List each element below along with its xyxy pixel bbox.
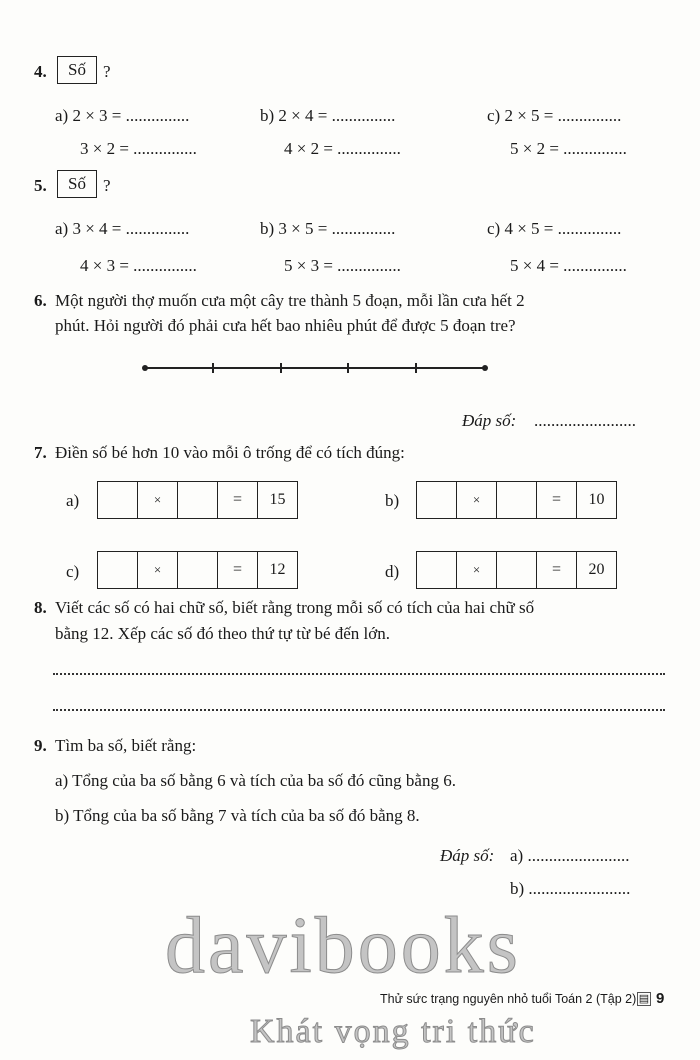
q8-text-line2: bằng 12. Xếp các số đó theo thứ tự từ bé đến lớn.: [55, 624, 391, 643]
endpoint-dot: [482, 365, 488, 371]
footer-book-title: Thử sức trạng nguyên nhỏ tuổi Toán 2 (Tập 2): [380, 992, 637, 1006]
q4-item: 4 × 2 = ...............: [284, 139, 401, 158]
cut-tick: [212, 363, 214, 373]
watermark-brand: davibooks: [165, 902, 521, 990]
q4-item: c) 2 × 5 = ...............: [487, 106, 622, 125]
q5-item: a) 3 × 4 = ...............: [55, 219, 190, 238]
equals-sign: =: [537, 482, 577, 518]
times-sign: ×: [138, 552, 178, 588]
blank-cell[interactable]: [497, 482, 537, 518]
q9-answer-label: Đáp số:: [440, 846, 495, 865]
q7-label-a: a): [66, 491, 80, 510]
page-number: 9: [656, 990, 665, 1007]
q4-question-mark: ?: [103, 62, 111, 81]
q7-equation-grid-b: [416, 481, 617, 519]
q5-item: c) 4 × 5 = ...............: [487, 219, 622, 238]
times-sign: ×: [457, 552, 497, 588]
q7-label-d: d): [385, 562, 400, 581]
watermark-slogan: Khát vọng tri thức: [250, 1013, 536, 1050]
q5-item: b) 3 × 5 = ...............: [260, 219, 396, 238]
book-icon: ▤: [638, 993, 650, 1005]
answer-line[interactable]: [53, 709, 665, 711]
q6-answer-label: Đáp số:: [462, 411, 517, 430]
q9-answer-b[interactable]: b) ........................: [510, 879, 631, 898]
q5-item: 5 × 3 = ...............: [284, 256, 401, 275]
q9-part-b: b) Tổng của ba số bằng 7 và tích của ba số đó bằng 8.: [55, 806, 420, 825]
equals-sign: =: [218, 552, 258, 588]
result-cell: 15: [269, 491, 286, 508]
bamboo-line: [145, 367, 485, 369]
q4-item: a) 2 × 3 = ...............: [55, 106, 190, 125]
cut-tick: [347, 363, 349, 373]
q4-item: b) 2 × 4 = ...............: [260, 106, 396, 125]
q7-label-b: b): [385, 491, 400, 510]
q7-label-c: c): [66, 562, 80, 581]
cut-tick: [280, 363, 282, 373]
q7-equation-grid-a: [97, 481, 298, 519]
equals-sign: =: [218, 482, 258, 518]
q8-text-line1: Viết các số có hai chữ số, biết rằng trong mỗi số có tích của hai chữ số: [55, 598, 535, 617]
blank-cell[interactable]: [417, 482, 457, 518]
q4-item: 5 × 2 = ...............: [510, 139, 627, 158]
q9-part-a: a) Tổng của ba số bằng 6 và tích của ba số đó cũng bằng 6.: [55, 771, 456, 790]
blank-cell[interactable]: [98, 552, 138, 588]
q7-equation-grid-d: [416, 551, 617, 589]
blank-cell[interactable]: [98, 482, 138, 518]
times-sign: ×: [457, 482, 497, 518]
q5-question-mark: ?: [103, 176, 111, 195]
q6-number: 6.: [34, 291, 47, 310]
times-sign: ×: [138, 482, 178, 518]
q5-item: 5 × 4 = ...............: [510, 256, 627, 275]
blank-cell[interactable]: [497, 552, 537, 588]
equals-sign: =: [537, 552, 577, 588]
q6-text-line1: Một người thợ muốn cưa một cây tre thành 5 đoạn, mỗi lần cưa hết 2: [55, 291, 525, 310]
q9-answer-a[interactable]: a) ........................: [510, 846, 630, 865]
q4-item: 3 × 2 = ...............: [80, 139, 197, 158]
result-cell: 10: [588, 491, 605, 508]
cut-tick: [415, 363, 417, 373]
blank-cell[interactable]: [178, 552, 218, 588]
q5-so-box: Số: [57, 170, 97, 198]
q6-text-line2: phút. Hỏi người đó phải cưa hết bao nhiêu phút để được 5 đoạn tre?: [55, 316, 516, 335]
result-cell: 12: [269, 561, 286, 578]
q7-text: Điền số bé hơn 10 vào mỗi ô trống để có tích đúng:: [55, 443, 405, 462]
q7-number: 7.: [34, 443, 47, 462]
q5-item: 4 × 3 = ...............: [80, 256, 197, 275]
q9-number: 9.: [34, 736, 47, 755]
q4-so-box: Số: [57, 56, 97, 84]
q8-number: 8.: [34, 598, 47, 617]
blank-cell[interactable]: [417, 552, 457, 588]
q5-number: 5.: [34, 176, 47, 195]
answer-line[interactable]: [53, 673, 665, 675]
result-cell: 20: [588, 561, 605, 578]
q6-answer-blank[interactable]: ........................: [534, 411, 636, 430]
q4-number: 4.: [34, 62, 47, 81]
blank-cell[interactable]: [178, 482, 218, 518]
q9-text: Tìm ba số, biết rằng:: [55, 736, 197, 755]
q7-equation-grid-c: [97, 551, 298, 589]
endpoint-dot: [142, 365, 148, 371]
